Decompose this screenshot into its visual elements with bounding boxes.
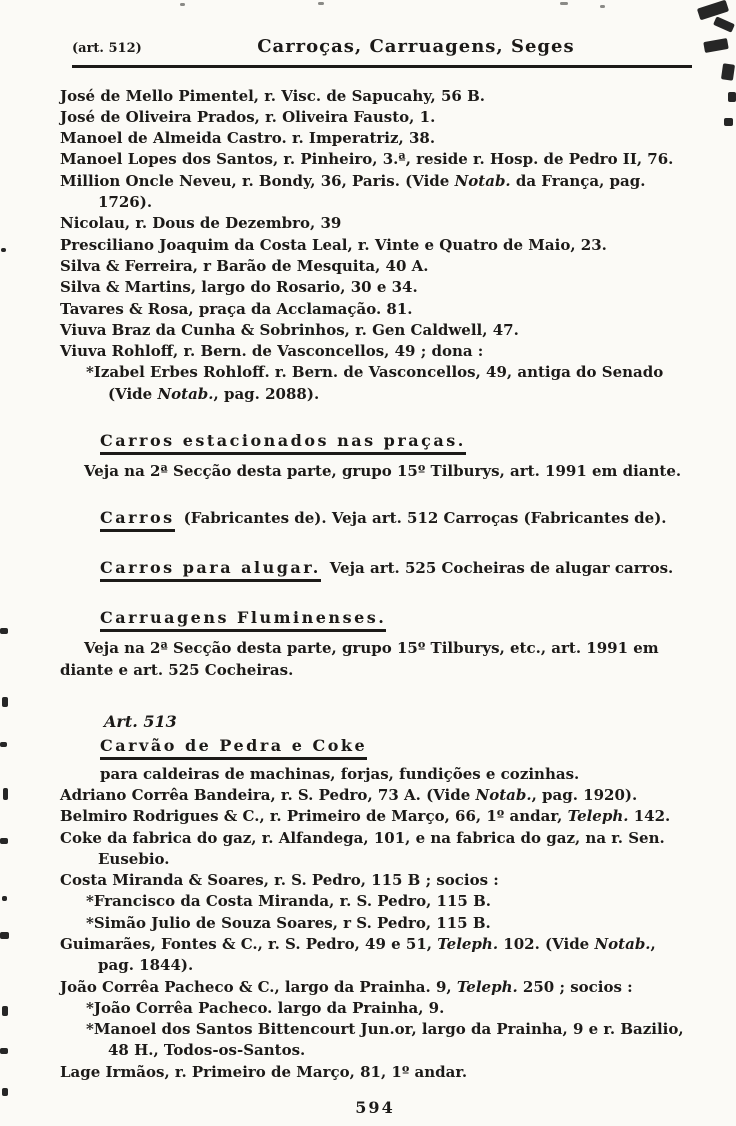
scan-artifact xyxy=(0,1048,8,1054)
directory-entry: Manoel de Almeida Castro. r. Imperatriz, 38. xyxy=(60,129,436,148)
directory-entry: Presciliano Joaquim da Costa Leal, r. Vinte e Quatro de Maio, 23. xyxy=(60,235,607,254)
section-heading: Carruagens Fluminenses. xyxy=(100,608,386,632)
directory-entry: Manoel Lopes dos Santos, r. Pinheiro, 3.ª, reside r. Hosp. de Pedro II, 76. xyxy=(60,150,674,169)
section-carruagens-fluminenses xyxy=(60,608,690,681)
section-body: Veja art. 525 Cocheiras de alugar carros. xyxy=(329,559,674,578)
section-carros-para-alugar xyxy=(60,558,690,582)
scan-artifact xyxy=(728,92,736,102)
directory-subentry: *Simão Julio de Souza Soares, r S. Pedro, 115 B. xyxy=(86,913,491,932)
page-number: 594 xyxy=(355,1098,395,1118)
article-513 xyxy=(60,711,690,1083)
directory-entry: Guimarães, Fontes & C., r. S. Pedro, 49 e 51, Teleph. 102. (Vide Notab., pag. 1844). xyxy=(60,934,656,975)
directory-entry: Adriano Corrêa Bandeira, r. S. Pedro, 73 A. (Vide Notab., pag. 1920). xyxy=(60,785,638,804)
scan-artifact xyxy=(2,1088,8,1096)
directory-entry: Million Oncle Neveu, r. Bondy, 36, Paris. (Vide Notab. da França, pag. 1726). xyxy=(60,171,646,212)
scan-artifact xyxy=(2,1006,8,1016)
directory-subentry: *Francisco da Costa Miranda, r. S. Pedro, 115 B. xyxy=(86,892,491,911)
section-carros xyxy=(60,508,690,532)
scan-artifact xyxy=(0,628,8,634)
page-footer xyxy=(60,1097,690,1120)
scan-artifact xyxy=(2,896,7,901)
directory-entry: Tavares & Rosa, praça da Acclamação. 81. xyxy=(60,299,413,318)
section-line xyxy=(100,508,690,532)
article-heading: Carvão de Pedra e Coke xyxy=(100,736,367,760)
directory-entry: Viuva Rohloff, r. Bern. de Vasconcellos, 49 ; dona : xyxy=(60,342,484,361)
section-body: Veja na 2ª Secção desta parte, grupo 15º Tilburys, etc., art. 1991 em diante e art. 525 Cocheiras. xyxy=(60,639,659,679)
art512-entries xyxy=(60,86,690,405)
art513-entries xyxy=(60,785,690,1083)
directory-entry: José de Mello Pimentel, r. Visc. de Sapucahy, 56 B. xyxy=(60,86,485,105)
scan-artifact xyxy=(2,697,8,707)
directory-subentry: *Izabel Erbes Rohloff. r. Bern. de Vasconcellos, 49, antiga do Senado (Vide Notab., pag. 2088). xyxy=(86,363,664,403)
scan-artifact xyxy=(3,788,8,800)
scan-artifact xyxy=(1,248,6,252)
section-carros-estacionados xyxy=(60,431,690,482)
directory-entry: João Corrêa Pacheco & C., largo da Prainha. 9, Teleph. 250 ; socios : xyxy=(60,977,633,996)
article-reference: (art. 512) xyxy=(72,41,142,56)
directory-subentry: *João Corrêa Pacheco. largo da Prainha, 9. xyxy=(86,998,445,1017)
scan-artifact xyxy=(0,932,9,939)
section-body: (Fabricantes de). Veja art. 512 Carroças (Fabricantes de). xyxy=(183,509,667,528)
scan-artifact xyxy=(724,118,733,126)
directory-content xyxy=(60,86,690,1120)
section-heading: Carros para alugar. xyxy=(100,558,321,582)
directory-entry: Coke da fabrica do gaz, r. Alfandega, 101, e na fabrica do gaz, na r. Sen. Eusebio. xyxy=(60,828,665,868)
scan-artifact xyxy=(180,3,185,6)
directory-entry: Silva & Ferreira, r Barão de Mesquita, 40 A. xyxy=(60,256,429,275)
section-heading: Carros estacionados nas praças. xyxy=(100,431,466,455)
scan-artifact xyxy=(560,2,568,5)
directory-entry: José de Oliveira Prados, r. Oliveira Fausto, 1. xyxy=(60,107,436,126)
header-rule xyxy=(72,65,692,68)
directory-entry: Belmiro Rodrigues & C., r. Primeiro de Março, 66, 1º andar, Teleph. 142. xyxy=(60,807,671,826)
scan-artifact xyxy=(0,742,7,747)
section-body: Veja na 2ª Secção desta parte, grupo 15º Tilburys, art. 1991 em diante. xyxy=(84,462,682,480)
section-heading: Carros xyxy=(100,508,175,532)
scan-artifact xyxy=(318,2,324,5)
page-title: Carroças, Carruagens, Seges xyxy=(257,36,575,57)
directory-entry: Silva & Martins, largo do Rosario, 30 e 34. xyxy=(60,278,418,297)
section-line xyxy=(100,558,690,582)
directory-entry: Viuva Braz da Cunha & Sobrinhos, r. Gen Caldwell, 47. xyxy=(60,320,519,339)
article-number: Art. 513 xyxy=(104,711,177,731)
directory-entry: Costa Miranda & Soares, r. S. Pedro, 115 B ; socios : xyxy=(60,871,499,890)
directory-entry: Lage Irmãos, r. Primeiro de Março, 81, 1º andar. xyxy=(60,1062,468,1081)
page-header xyxy=(0,0,736,60)
directory-subentry: *Manoel dos Santos Bittencourt Jun.or, largo da Prainha, 9 e r. Bazilio, 48 H., Todos-os-Santos. xyxy=(86,1020,684,1060)
article-intro: para caldeiras de machinas, forjas, fundições e cozinhas. xyxy=(100,764,580,783)
scan-artifact xyxy=(600,5,605,8)
scan-artifact xyxy=(721,63,735,81)
directory-entry: Nicolau, r. Dous de Dezembro, 39 xyxy=(60,214,342,233)
scan-artifact xyxy=(0,838,8,844)
